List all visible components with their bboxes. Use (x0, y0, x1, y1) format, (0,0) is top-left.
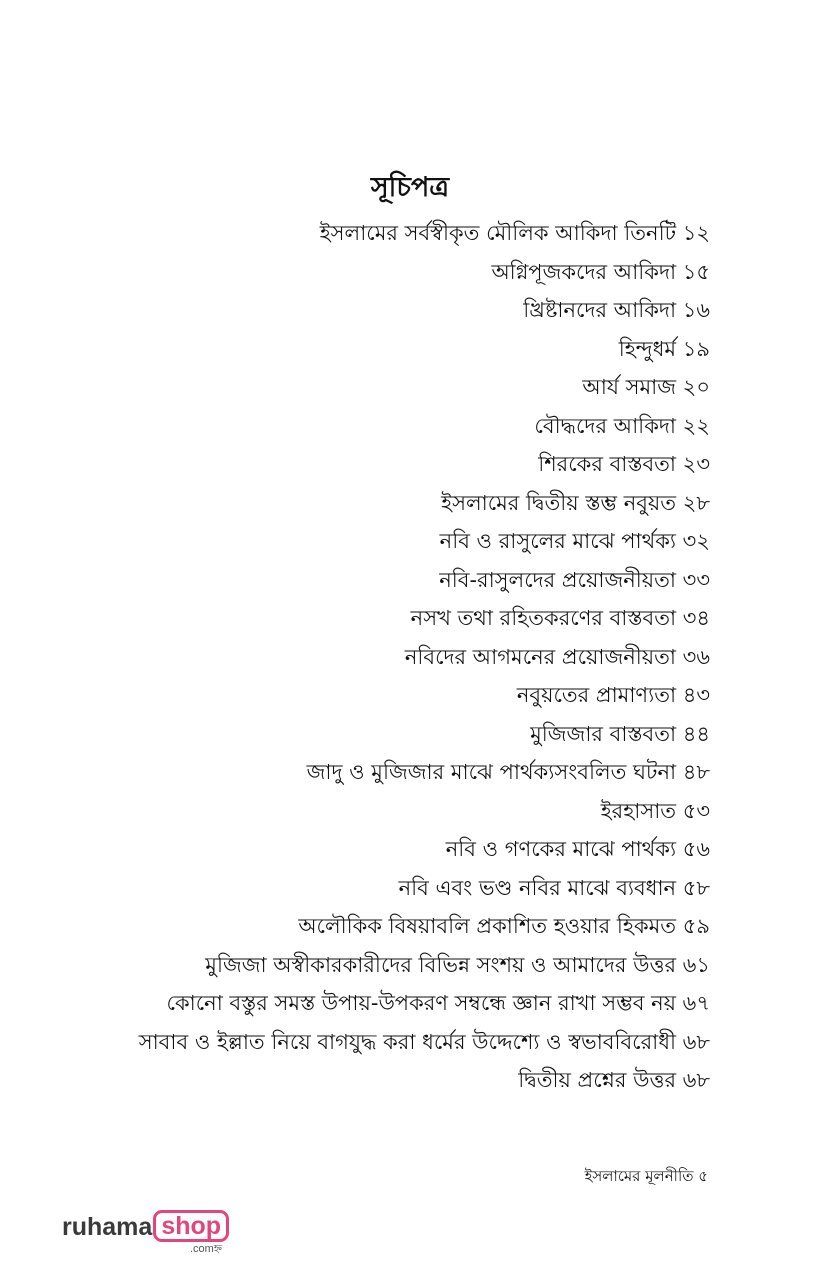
toc-entry: আর্য সমাজ ২০ (582, 375, 710, 399)
logo-domain: .comহ্ন (190, 1243, 223, 1255)
toc-entry: সাবাব ও ইল্লাত নিয়ে বাগযুদ্ধ করা ধর্মের উদ্দেশ্যে ও স্বভাববিরোধী ৬৮ (138, 1029, 710, 1054)
toc-entry: খ্রিষ্টানদের আকিদা ১৬ (523, 298, 710, 322)
toc-entry: নবি ও রাসুলের মাঝে পার্থক্য ৩২ (439, 529, 710, 553)
toc-entry: নবি এবং ভণ্ড নবির মাঝে ব্যবধান ৫৮ (398, 875, 710, 900)
toc-entry: নবি ও গণকের মাঝে পার্থক্য ৫৬ (445, 837, 710, 861)
page-title: সূচিপত্র (370, 172, 450, 203)
toc-entry: ইরহাসাত ৫৩ (600, 798, 710, 823)
toc-entry: নসখ তথা রহিতকরণের বাস্তবতা ৩৪ (410, 606, 710, 630)
toc-entry: জাদু ও মুজিজার মাঝে পার্থক্যসংবলিত ঘটনা ৪৮ (306, 760, 710, 784)
toc-entry: ইসলামের দ্বিতীয় স্তম্ভ নবুয়ত ২৮ (441, 490, 710, 515)
running-footer: ইসলামের মূলনীতি ৫ (584, 1167, 708, 1185)
toc-entry: বৌদ্ধদের আকিদা ২২ (534, 413, 710, 438)
publisher-logo (62, 1210, 229, 1258)
toc-entry: মুজিজা অস্বীকারকারীদের বিভিন্ন সংশয় ও আমাদের উত্তর ৬১ (205, 952, 710, 977)
toc-entry: দ্বিতীয় প্রশ্নের উত্তর ৬৮ (518, 1068, 710, 1092)
toc-entry: নবিদের আগমনের প্রয়োজনীয়তা ৩৬ (404, 644, 710, 669)
toc-entry: নবি-রাসুলদের প্রয়োজনীয়তা ৩৩ (439, 567, 710, 592)
toc-entry: মুজিজার বাস্তবতা ৪৪ (530, 721, 710, 746)
toc-entry: কোনো বস্তুর সমস্ত উপায়-উপকরণ সম্বন্ধে জ্ঞান রাখা সম্ভব নয় ৬৭ (166, 991, 710, 1015)
toc-entry: শিরকের বাস্তবতা ২৩ (538, 452, 710, 476)
toc-entry: ইসলামের সর্বস্বীকৃত মৌলিক আকিদা তিনটি ১২ (319, 221, 710, 245)
logo-badge (153, 1210, 229, 1255)
logo-wordmark: ruhama (62, 1213, 153, 1241)
toc-entry: অগ্নিপূজকদের আকিদা ১৫ (491, 259, 710, 284)
toc-entry: অলৌকিক বিষয়াবলি প্রকাশিত হওয়ার হিকমত ৫৯ (298, 914, 710, 938)
toc-entry: হিন্দুধর্ম ১৯ (618, 336, 710, 361)
table-of-contents (90, 214, 710, 1100)
toc-entry: নবুয়তের প্রামাণ্যতা ৪৩ (516, 683, 710, 707)
logo-badge-text: shop (161, 1212, 222, 1240)
